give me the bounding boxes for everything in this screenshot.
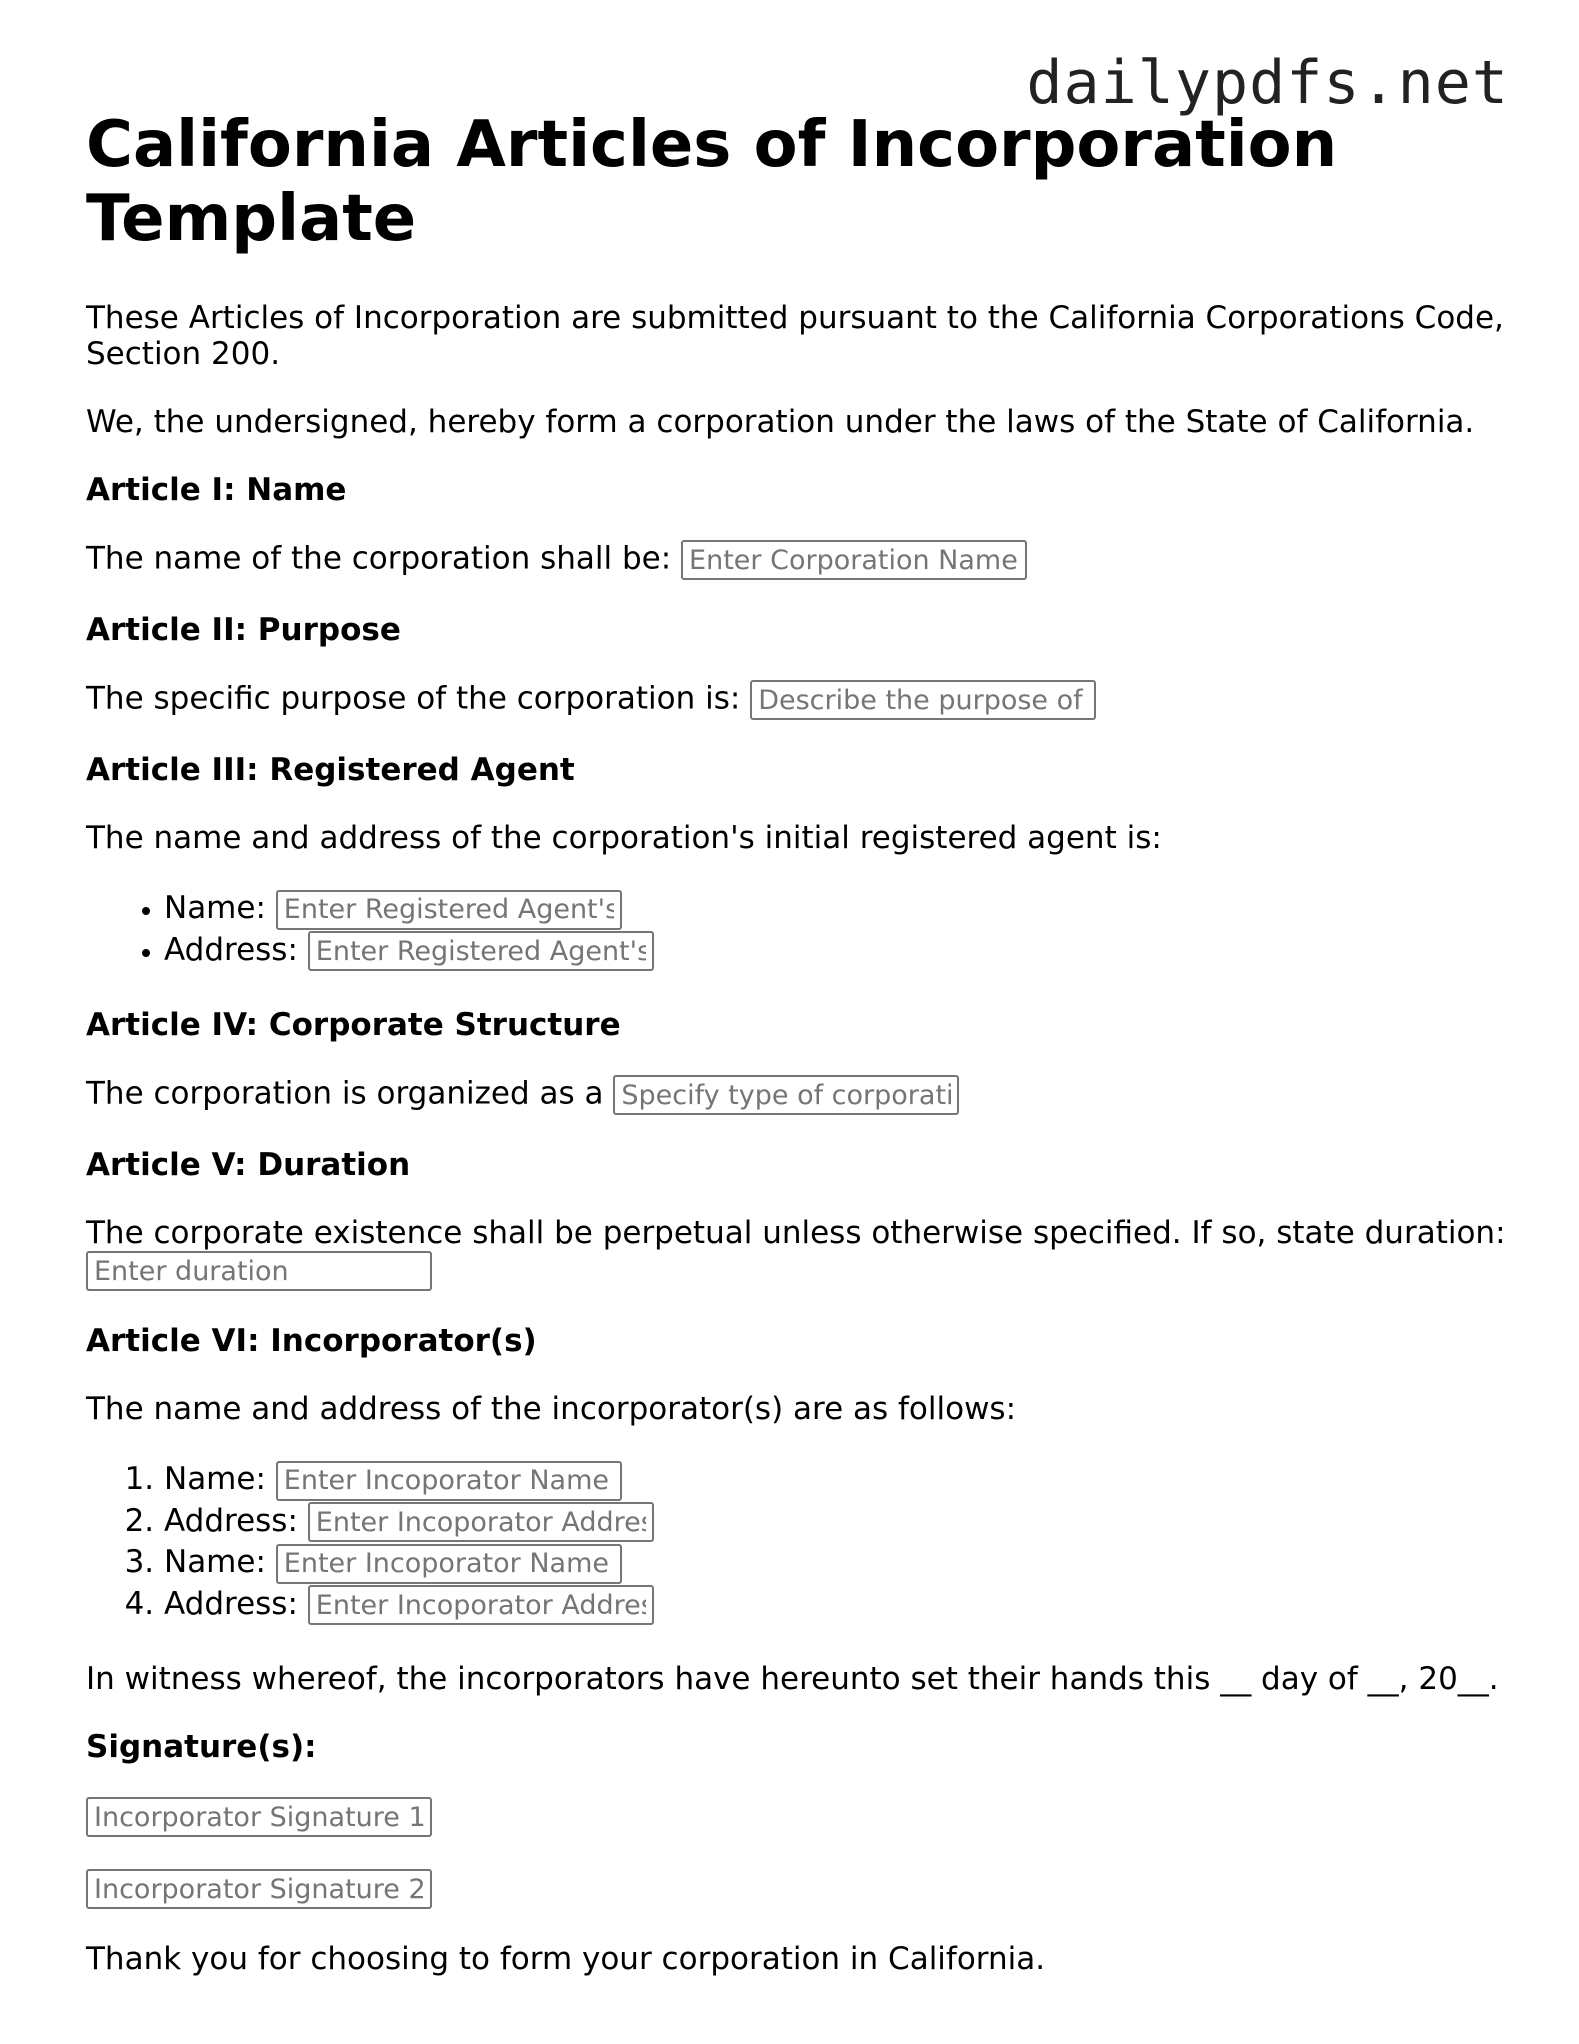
registered-agent-list (86, 888, 1506, 971)
agent-address-input[interactable] (308, 931, 654, 971)
agent-name-input[interactable] (276, 890, 622, 930)
list-item (164, 1501, 1506, 1543)
incorporator-1-address-input[interactable] (308, 1502, 654, 1542)
article-4-label: The corporation is organized as a (86, 1075, 604, 1112)
witness-statement: In witness whereof, the incorporators have hereunto set their hands this __ day of __, 20__. (86, 1661, 1499, 1697)
article-5-heading: Article V: Duration (86, 1147, 411, 1183)
article-2-text (86, 680, 1506, 720)
article-6-heading: Article VI: Incorporator(s) (86, 1323, 537, 1359)
article-1-label: The name of the corporation shall be: (86, 540, 672, 577)
article-6-text: The name and address of the incorporator(s) are as follows: (86, 1391, 1017, 1427)
signature-1-input[interactable] (86, 1797, 432, 1837)
incorporator-1-name-label: Name: (164, 1461, 266, 1497)
signature-1-block (86, 1797, 1506, 1837)
watermark: dailypdfs.net (1026, 48, 1509, 118)
article-2-label: The specific purpose of the corporation is: (86, 680, 741, 717)
list-item (164, 1584, 1506, 1626)
corporation-type-input[interactable] (613, 1075, 959, 1115)
duration-input[interactable] (86, 1251, 432, 1291)
list-item (164, 1459, 1506, 1501)
article-1-heading: Article I: Name (86, 472, 347, 508)
article-1-text (86, 540, 1506, 580)
agent-address-label: Address: (164, 931, 298, 968)
list-item (164, 888, 1506, 930)
intro-formation: We, the undersigned, hereby form a corporation under the laws of the State of California. (86, 404, 1475, 440)
signature-2-input[interactable] (86, 1869, 432, 1909)
article-5-text (86, 1215, 1506, 1291)
incorporator-1-address-label: Address: (164, 1502, 298, 1539)
list-item (164, 930, 1506, 972)
intro-statute: These Articles of Incorporation are submitted pursuant to the California Corporations Code, Section 200. (86, 300, 1504, 372)
incorporator-2-name-input[interactable] (276, 1544, 622, 1584)
article-3-text: The name and address of the corporation's initial registered agent is: (86, 820, 1162, 856)
article-2-heading: Article II: Purpose (86, 612, 401, 648)
incorporator-2-name-label: Name: (164, 1544, 266, 1580)
purpose-input[interactable] (750, 680, 1096, 720)
incorporator-list (86, 1459, 1506, 1625)
list-item (164, 1542, 1506, 1584)
document-body (86, 108, 1506, 2009)
agent-name-label: Name: (164, 890, 266, 926)
article-5-label: The corporate existence shall be perpetual unless otherwise specified. If so, state duration: (86, 1215, 1506, 1251)
signature-2-block (86, 1869, 1506, 1909)
page-title: California Articles of Incorporation Template (86, 108, 1338, 256)
closing-text: Thank you for choosing to form your corporation in California. (86, 1941, 1046, 1977)
incorporator-2-address-input[interactable] (308, 1585, 654, 1625)
incorporator-2-address-label: Address: (164, 1585, 298, 1622)
signatures-heading: Signature(s): (86, 1729, 317, 1765)
article-4-text (86, 1075, 1506, 1115)
incorporator-1-name-input[interactable] (276, 1461, 622, 1501)
article-3-heading: Article III: Registered Agent (86, 752, 575, 788)
corporation-name-input[interactable] (681, 540, 1027, 580)
article-4-heading: Article IV: Corporate Structure (86, 1007, 621, 1043)
